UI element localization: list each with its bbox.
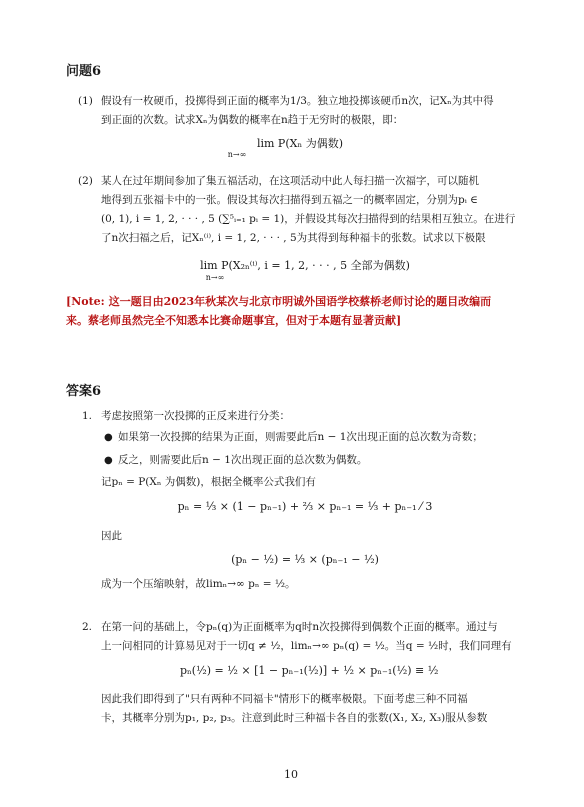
q1-formula: lim P(Xₙ 为偶数) bbox=[256, 137, 344, 150]
a1-intro: 考虑按照第一次投掷的正反来进行分类： bbox=[101, 410, 290, 422]
q2-line2: 地得到五张福卡中的一张。假设其每次扫描得到五福之一的概率固定，分别为pᵢ ∈ bbox=[101, 194, 478, 206]
q2-line4: 了n次扫福之后，记Xₙ⁽ⁱ⁾, i = 1, 2, · · · , 5为其得到每种福卡的张数。试求以下极限 bbox=[101, 232, 486, 244]
a1-bullet1: 如果第一次投掷的结果为正面，则需要此后n − 1次出现正面的总次数为奇数； bbox=[118, 431, 483, 443]
q2-label: (2) bbox=[78, 175, 93, 187]
a1-equation-1: pₙ = ⅓ × (1 − pₙ₋₁) + ⅔ × pₙ₋₁ = ⅓ + pₙ₋₁ ⁄ 3 bbox=[177, 500, 433, 513]
bullet-icon: ● bbox=[104, 432, 113, 443]
a1-conclusion: 成为一个压缩映射，故limₙ→∞ pₙ = ½。 bbox=[101, 578, 296, 590]
a1-label: 1. bbox=[82, 410, 93, 422]
q1-line1: 假设有一枚硬币，投掷得到正面的概率为1/3。独立地投掷该硬币n次，记Xₙ为其中得 bbox=[101, 95, 494, 107]
a2-line4: 卡，其概率分别为p₁, p₂, p₃。注意到此时三种福卡各自的张数(X₁, X₂, X₃)服从参数 bbox=[101, 712, 488, 724]
a1-hence: 因此 bbox=[101, 530, 122, 542]
q2-formula-sub: n→∞ bbox=[205, 273, 225, 282]
a1-bullet2: 反之，则需要此后n − 1次出现正面的总次数为偶数。 bbox=[118, 454, 368, 466]
q1-formula-sub: n→∞ bbox=[227, 150, 247, 159]
a2-line2: 上一问相同的计算易见对于一切q ≠ ½，limₙ→∞ pₙ(q) = ½。当q = ½时，我们同理有 bbox=[101, 640, 512, 652]
bullet-icon: ● bbox=[104, 455, 113, 466]
page-number: 10 bbox=[284, 768, 298, 781]
a1-equation-2: (pₙ − ½) = ⅓ × (pₙ₋₁ − ½) bbox=[231, 553, 379, 566]
a2-line3: 因此我们即得到了"只有两种不同福卡"情形下的概率极限。下面考虑三种不同福 bbox=[101, 693, 468, 705]
a1-definition: 记pₙ = P(Xₙ 为偶数)，根据全概率公式我们有 bbox=[101, 476, 316, 488]
q2-line1: 某人在过年期间参加了集五福活动，在这项活动中此人每扫描一次福字，可以随机 bbox=[101, 175, 479, 187]
a2-equation: pₙ(½) = ½ × [1 − pₙ₋₁(½)] + ½ × pₙ₋₁(½) ≡ ½ bbox=[180, 664, 439, 677]
q1-label: (1) bbox=[78, 95, 93, 107]
note-line2: 来。蔡老师虽然完全不知悉本比赛命题事宜，但对于本题有显著贡献] bbox=[66, 314, 402, 327]
q2-formula: lim P(X₂ₙ⁽ⁱ⁾, i = 1, 2, · · · , 5 全部为偶数) bbox=[200, 259, 410, 272]
note-line1: [Note: 这一题目由2023年秋某次与北京市明诚外国语学校蔡桥老师讨论的题目改编而 bbox=[66, 295, 492, 308]
a2-label: 2. bbox=[82, 621, 93, 633]
q2-line3: (0, 1), i = 1, 2, · · · , 5 (∑⁵ᵢ₌₁ pᵢ = 1)，并假设其每次扫描得到的结果相互独立。在进行 bbox=[101, 213, 516, 225]
q1-line2: 到正面的次数。试求Xₙ为偶数的概率在n趋于无穷时的极限，即： bbox=[101, 114, 404, 126]
a2-line1: 在第一问的基础上，令pₙ(q)为正面概率为q时n次投掷得到偶数个正面的概率。通过与 bbox=[101, 621, 498, 633]
question-title: 问题6 bbox=[66, 64, 102, 79]
answer-title: 答案6 bbox=[66, 384, 102, 399]
